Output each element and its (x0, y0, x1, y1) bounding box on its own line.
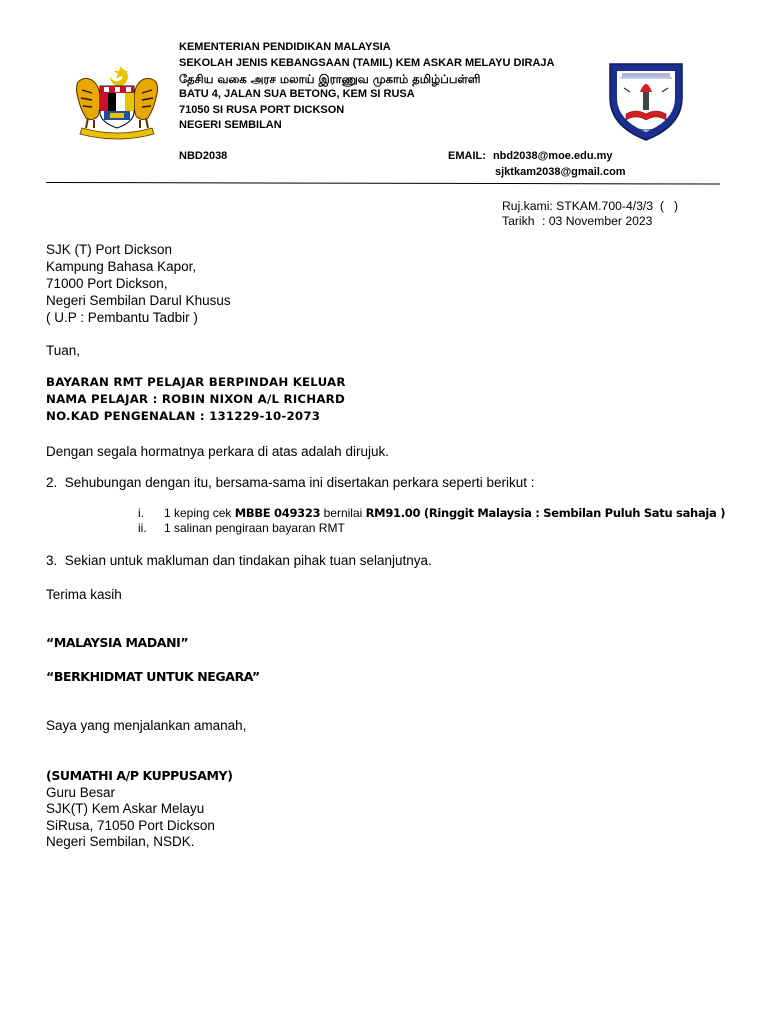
closing: Terima kasih (46, 587, 122, 602)
email-label: EMAIL: (448, 150, 486, 162)
signatory-address-line: SiRusa, 71050 Port Dickson (46, 817, 215, 833)
salutation: Tuan, (46, 343, 81, 358)
slogan-berkhidmat: “BERKHIDMAT UNTUK NEGARA” (46, 669, 260, 684)
school-address-line3: NEGERI SEMBILAN (179, 119, 282, 131)
signatory-address-line: SJK(T) Kem Askar Melayu (46, 801, 205, 816)
recipient-address (46, 241, 231, 326)
trust-line: Saya yang menjalankan amanah, (46, 718, 247, 733)
signatory-name: (SUMATHI A/P KUPPUSAMY) (46, 768, 233, 783)
school-name-tamil: தேசிய வகை அரச மலாய் இராணுவ முகாம் தமிழ்ப்பள்ளி (179, 72, 481, 86)
recipient-line: 71000 Port Dickson, (46, 276, 168, 291)
cheque-number: MBBE 049323 (234, 506, 321, 520)
school-address-line2: 71050 SI RUSA PORT DICKSON (179, 103, 345, 116)
ministry-name: KEMENTERIAN PENDIDIKAN MALAYSIA (179, 41, 391, 53)
list-item-number: ii. (138, 521, 147, 535)
list-item-text: 1 keping cek (164, 506, 235, 520)
paragraph-3: 3. Sekian untuk makluman dan tindakan pihak tuan selanjutnya. (46, 553, 432, 568)
reference-block (502, 199, 678, 229)
subject-line: BAYARAN RMT PELAJAR BERPINDAH KELUAR (46, 375, 346, 389)
list-item-text: 1 salinan pengiraan bayaran RMT (164, 521, 345, 535)
subject-line: NO.KAD PENGENALAN : 131229-10-2073 (46, 409, 321, 423)
recipient-line: Kampung Bahasa Kapor, (46, 259, 197, 274)
reference-number: Ruj.kami: STKAM.700-4/3/3 ( ) (502, 199, 679, 213)
recipient-line: ( U.P : Pembantu Tadbir ) (46, 310, 198, 325)
list-item-number: i. (138, 506, 144, 520)
signature-block (46, 768, 233, 851)
signatory-title: Guru Besar (46, 784, 116, 800)
date-value: : 03 November 2023 (542, 214, 653, 228)
email-primary: nbd2038@moe.edu.my (492, 150, 613, 162)
cheque-amount: RM91.00 (Ringgit Malaysia : Sembilan Puluh Satu sahaja ) (365, 506, 726, 520)
school-name: SEKOLAH JENIS KEBANGSAAN (TAMIL) KEM ASKAR MELAYU DIRAJA (179, 56, 555, 69)
school-badge-logo (606, 58, 686, 142)
school-code: NBD2038 (179, 150, 228, 162)
slogan-malaysia-madani: “MALAYSIA MADANI” (46, 635, 189, 650)
date-label: Tarikh (502, 214, 535, 228)
signatory-address-line: Negeri Sembilan, NSDK. (46, 834, 195, 849)
email-secondary: sjktkam2038@gmail.com (495, 165, 626, 178)
letterhead-divider (46, 182, 720, 185)
subject-block (46, 374, 346, 425)
coat-of-arms-logo (74, 62, 160, 142)
list-item (138, 506, 725, 521)
paragraph-2: 2. Sehubungan dengan itu, bersama-sama ini disertakan perkara seperti berikut : (46, 475, 535, 490)
list-item-text: bernilai (320, 506, 366, 520)
recipient-line: Negeri Sembilan Darul Khusus (46, 293, 231, 308)
enclosure-list (138, 506, 725, 536)
recipient-line: SJK (T) Port Dickson (46, 242, 173, 257)
subject-line: NAMA PELAJAR : ROBIN NIXON A/L RICHARD (46, 392, 345, 406)
list-item (138, 521, 725, 536)
school-address-line1: BATU 4, JALAN SUA BETONG, KEM SI RUSA (179, 88, 415, 100)
paragraph-1: Dengan segala hormatnya perkara di atas adalah dirujuk. (46, 444, 389, 459)
